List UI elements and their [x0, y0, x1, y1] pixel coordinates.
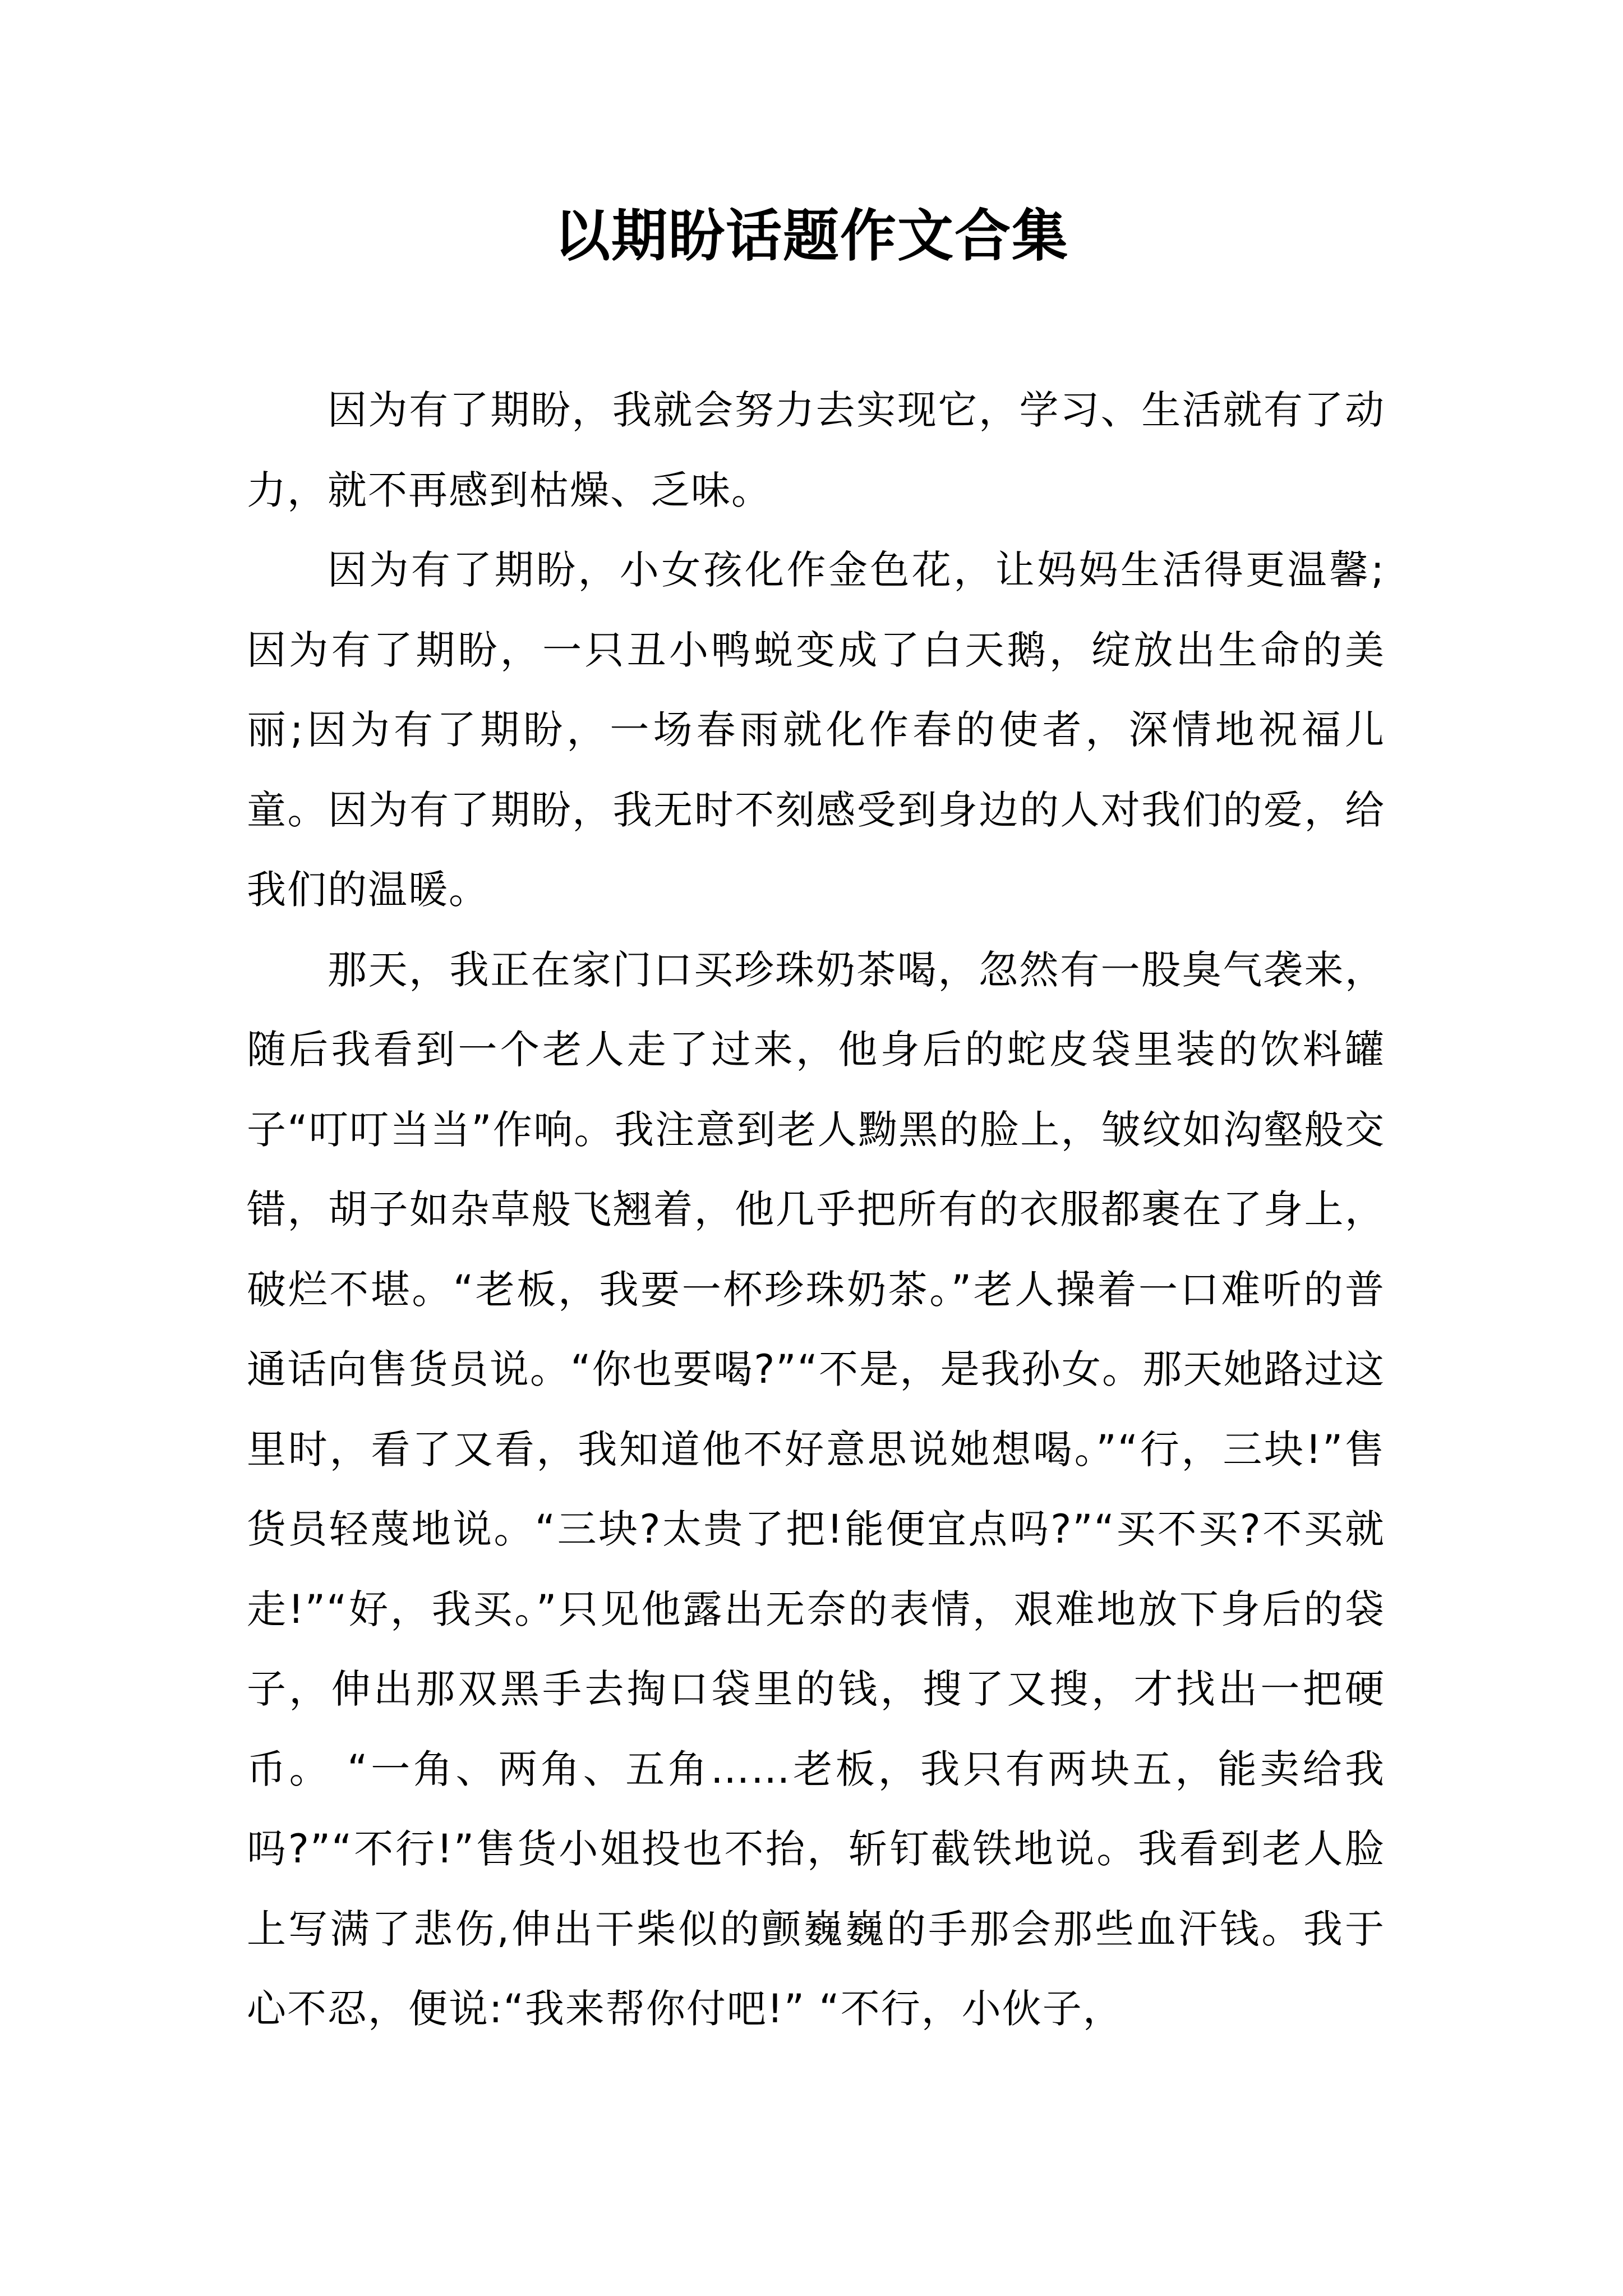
paragraph-3: 那天，我正在家门口买珍珠奶茶喝，忽然有一股臭气袭来，随后我看到一个老人走了过来，他身后的蛇皮袋里装的饮料罐子“叮叮当当”作响。我注意到老人黝黑的脸上，皱纹如沟壑般交错，胡子如杂草般飞翘着，他几乎把所有的衣服都裹在了身上，破烂不堪。“老板，我要一杯珍珠奶茶。”老人操着一口难听的普通话向售货员说。“你也要喝?”“不是，是我孙女。那天她路过这里时，看了又看，我知道他不好意思说她想喝。”“行，三块!”售货员轻蔑地说。“三块?太贵了把!能便宜点吗?”“买不买?不买就走!”“好，我买。”只见他露出无奈的表情，艰难地放下身后的袋子，伸出那双黑手去掏口袋里的钱，搜了又搜，才找出一把硬币。 “一角、两角、五角……老板，我只有两块五，能卖给我吗?”“不行!”售货小姐投也不抬，斩钉截铁地说。我看到老人脸上写满了悲伤,伸出干柴似的颤巍巍的手那会那些血汗钱。我于心不忍，便说:“我来帮你付吧!” “不行，小伙子， — [247, 946, 1385, 2032]
paragraph-2: 因为有了期盼，小女孩化作金色花，让妈妈生活得更温馨;因为有了期盼，一只丑小鸭蜕变成了白天鹅，绽放出生命的美丽;因为有了期盼，一场春雨就化作春的使者，深情地祝福儿童。因为有了期盼，我无时不刻感受到身边的人对我们的爱，给我们的温暖。 — [247, 547, 1385, 913]
document-body — [247, 370, 1385, 2049]
document-title: 以期盼话题作文合集 — [554, 203, 1069, 269]
paragraph-1: 因为有了期盼，我就会努力去实现它，学习、生活就有了动力，就不再感到枯燥、乏味。 — [247, 387, 1385, 513]
